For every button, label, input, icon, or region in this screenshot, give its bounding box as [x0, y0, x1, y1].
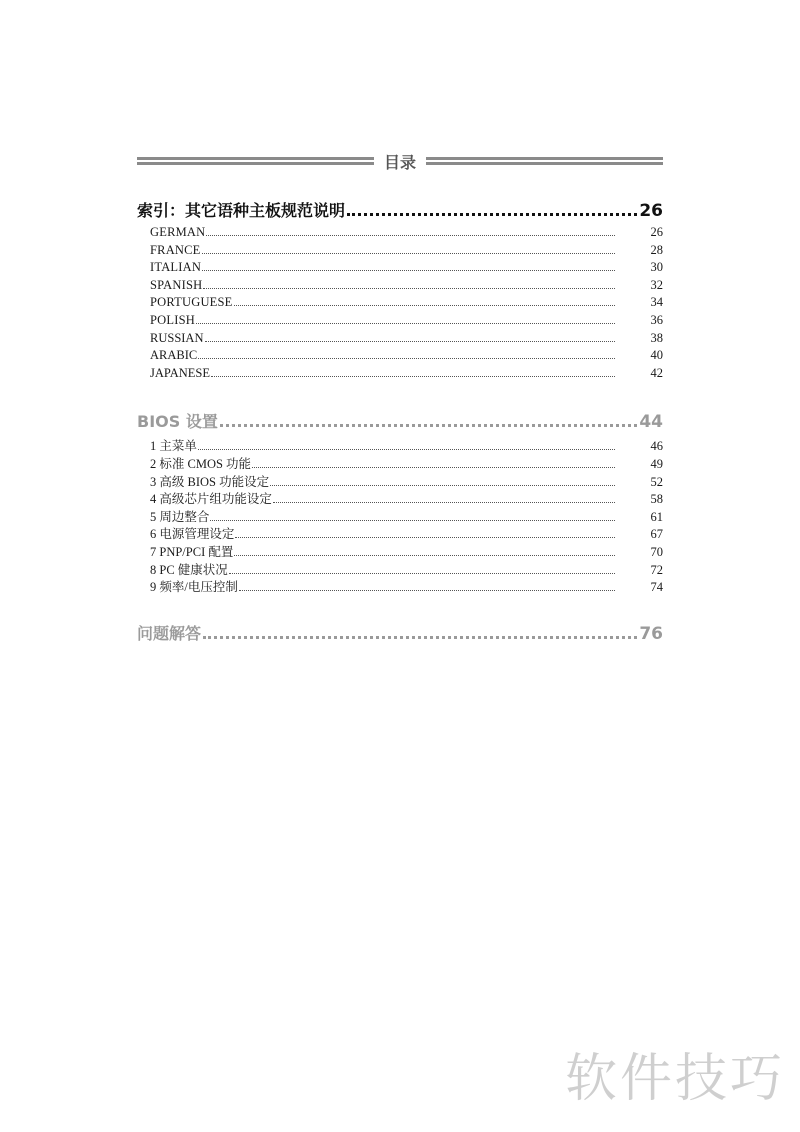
section-title: 问题解答 [137, 623, 202, 643]
toc-section-bios[interactable] [137, 409, 663, 432]
toc-entry-italian[interactable]: ITALIAN 30 [150, 260, 663, 275]
toc-entry-polish[interactable]: POLISH 36 [150, 312, 663, 327]
section-page-number: 76 [639, 623, 663, 644]
toc-section-faq[interactable] [137, 621, 663, 644]
toc-entry-peripherals[interactable]: 5 周边整合 61 [150, 509, 663, 524]
toc-entry-advanced-chipset[interactable]: 4 高级芯片组功能设定 58 [150, 492, 663, 507]
toc-header [137, 148, 663, 174]
dot-leader [347, 213, 637, 216]
section-page-number: 26 [639, 201, 663, 221]
toc-entry-portuguese[interactable]: PORTUGUESE 34 [150, 295, 663, 310]
toc-entry-power-management[interactable]: 6 电源管理设定 67 [150, 527, 663, 542]
dot-leader [203, 636, 637, 639]
toc-entry-france[interactable]: FRANCE 28 [150, 242, 663, 257]
toc-entry-arabic[interactable]: ARABIC 40 [150, 348, 663, 363]
toc-entry-list [137, 225, 663, 383]
toc-entry-pc-health[interactable]: 8 PC 健康状况 72 [150, 562, 663, 577]
watermark: 软件技巧 [565, 1049, 786, 1109]
toc-entry-german[interactable]: GERMAN 26 [150, 225, 663, 239]
section-title: 索引：其它语种主板规范说明 [137, 201, 346, 220]
header-rule-left [137, 156, 374, 166]
toc-entry-pnp-pci[interactable]: 7 PNP/PCI 配置 70 [150, 544, 663, 559]
toc-entry-frequency-voltage[interactable]: 9 频率/电压控制 74 [150, 580, 663, 595]
toc-entry-spanish[interactable]: SPANISH 32 [150, 277, 663, 292]
section-title: BIOS 设置 [137, 412, 218, 432]
toc-entry-japanese[interactable]: JAPANESE 42 [150, 365, 663, 380]
toc-section-index[interactable] [137, 198, 663, 221]
toc-entry-advanced-bios[interactable]: 3 高级 BIOS 功能设定 52 [150, 474, 663, 489]
toc-page [137, 148, 663, 644]
header-rule-right [426, 156, 663, 166]
dot-leader [220, 424, 637, 427]
toc-entry-standard-cmos[interactable]: 2 标准 CMOS 功能 49 [150, 456, 663, 471]
toc-entry-russian[interactable]: RUSSIAN 38 [150, 330, 663, 345]
toc-entry-main-menu[interactable]: 1 主菜单 46 [150, 439, 663, 454]
toc-title: 目录 [384, 152, 417, 172]
toc-entry-list [137, 436, 663, 594]
section-page-number: 44 [639, 412, 663, 433]
